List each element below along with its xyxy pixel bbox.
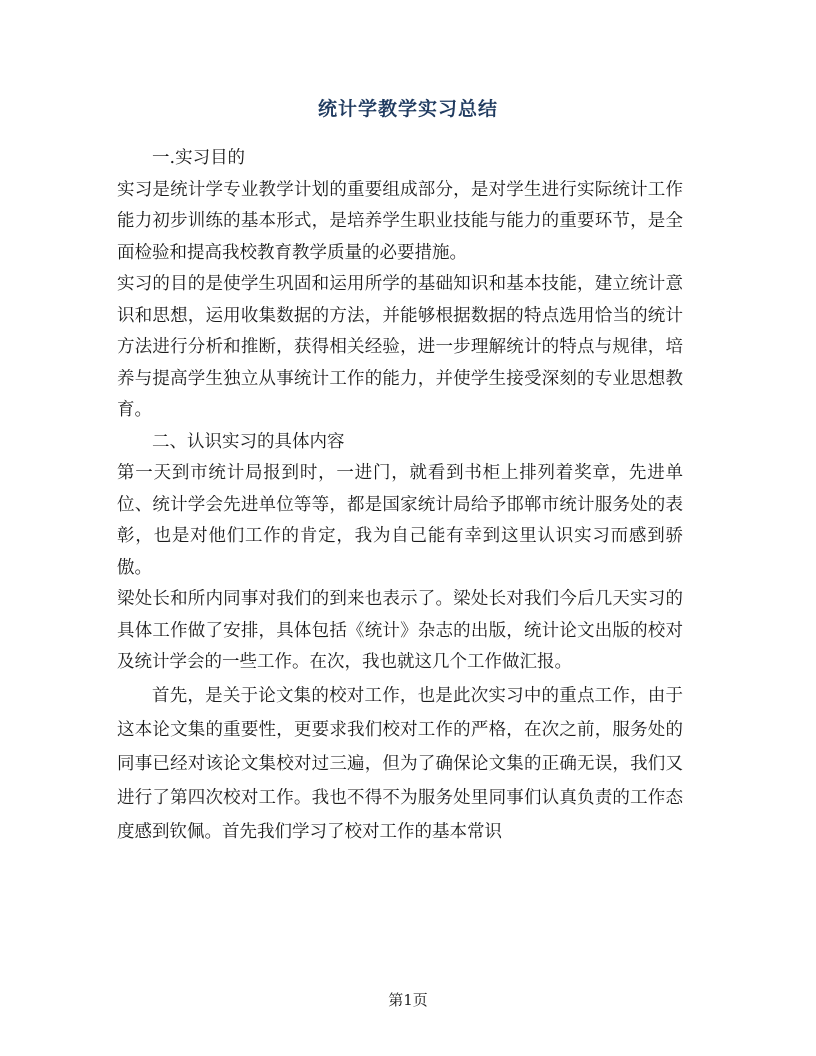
paragraph: 实习是统计学专业教学计划的重要组成部分，是对学生进行实际统计工作能力初步训练的基本形式，是培养学生职业技能与能力的重要环节，是全面检验和提高我校教育教学质量的必要措施。 bbox=[117, 179, 683, 263]
paragraph: 首先，是关于论文集的校对工作，也是此次实习中的重点工作，由于这本论文集的重要性，更要求我们校对工作的严格，在次之前，服务处的同事已经对该论文集校对过三遍，但为了确保论文集的正确无误，我们又进行了第四次校对工作。我也不得不为服务处里同事们认真负责的工作态度感到钦佩。首先我们学习了校对工作的基本常识 bbox=[117, 685, 683, 842]
paragraph: 第一天到市统计局报到时，一进门，就看到书柜上排列着奖章，先进单位、统计学会先进单位等等，都是国家统计局给予邯郸市统计服务处的表彰，也是对他们工作的肯定，我为自己能有幸到这里认识实习而感到骄傲。 bbox=[117, 463, 683, 578]
document-body bbox=[117, 143, 683, 849]
section-heading-purpose: 一.实习目的 bbox=[152, 148, 246, 168]
section-heading-content: 二、认识实习的具体内容 bbox=[152, 431, 345, 452]
paragraph: 实习的目的是使学生巩固和运用所学的基础知识和基本技能，建立统计意识和思想，运用收集数据的方法，并能够根据数据的特点选用恰当的统计方法进行分析和推断，获得相关经验，进一步理解统计的特点与规律，培养与提高学生独立从事统计工作的能力，并使学生接受深刻的专业思想教育。 bbox=[117, 274, 683, 420]
paragraph: 梁处长和所内同事对我们的到来也表示了。梁处长对我们今后几天实习的具体工作做了安排，具体包括《统计》杂志的出版，统计论文出版的校对及统计学会的一些工作。在次，我也就这几个工作做汇报。 bbox=[117, 589, 683, 672]
document-title: 统计学教学实习总结 bbox=[317, 98, 498, 120]
page-number: 第1页 bbox=[388, 991, 428, 1009]
